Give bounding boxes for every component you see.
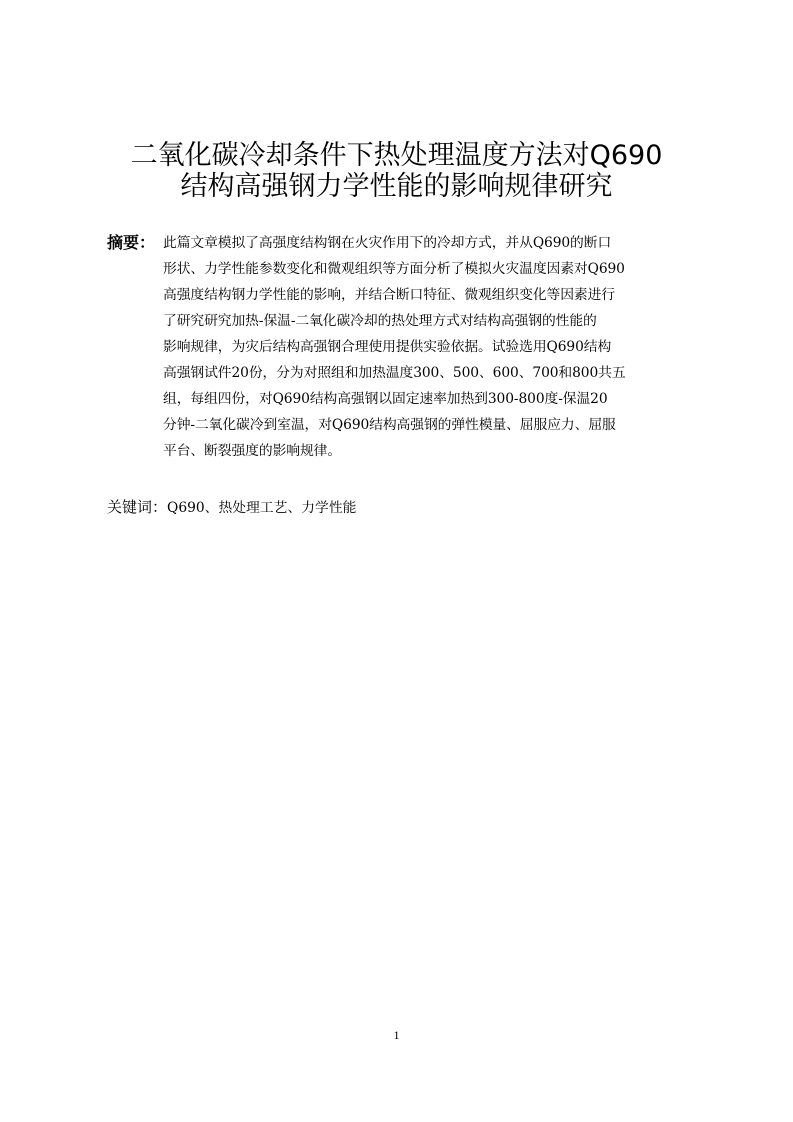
page-number: 1 [393, 1028, 400, 1042]
abstract-line: 平台、断裂强度的影响规律。 [163, 443, 342, 459]
abstract-body [163, 230, 717, 464]
title-line-1: 二氧化碳冷却条件下热处理温度方法对Q690 [130, 140, 663, 171]
abstract-line: 组，每组四份，对Q690结构高强钢以固定速率加热到300-800度-保温20 [163, 391, 608, 407]
keywords-section [107, 496, 356, 519]
abstract-line: 形状、力学性能参数变化和微观组织等方面分析了模拟火灾温度因素对Q690 [163, 261, 625, 277]
abstract-line: 分钟-二氧化碳冷到室温，对Q690结构高强钢的弹性模量、屈服应力、屈服 [163, 417, 616, 433]
abstract-label: 摘要： [107, 233, 156, 252]
abstract-line: 高强度结构钢力学性能的影响，并结合断口特征、微观组织变化等因素进行 [163, 287, 615, 303]
abstract-line: 了研究研究加热-保温-二氧化碳冷却的热处理方式对结构高强钢的性能的 [163, 313, 597, 329]
document-title [60, 140, 733, 202]
abstract-line: 高强钢试件20份，分为对照组和加热温度300、500、600、700和800共五 [163, 365, 626, 381]
abstract-line: 影响规律，为灾后结构高强钢合理使用提供实验依据。试验选用Q690结构 [163, 339, 612, 355]
abstract-section [107, 230, 717, 464]
abstract-line: 此篇文章模拟了高强度结构钢在火灾作用下的冷却方式，并从Q690的断口 [163, 235, 612, 251]
title-line-2: 结构高强钢力学性能的影响规律研究 [180, 171, 613, 202]
keywords-label: 关键词： [107, 498, 168, 516]
keywords-text: Q690、热处理工艺、力学性能 [167, 500, 357, 516]
